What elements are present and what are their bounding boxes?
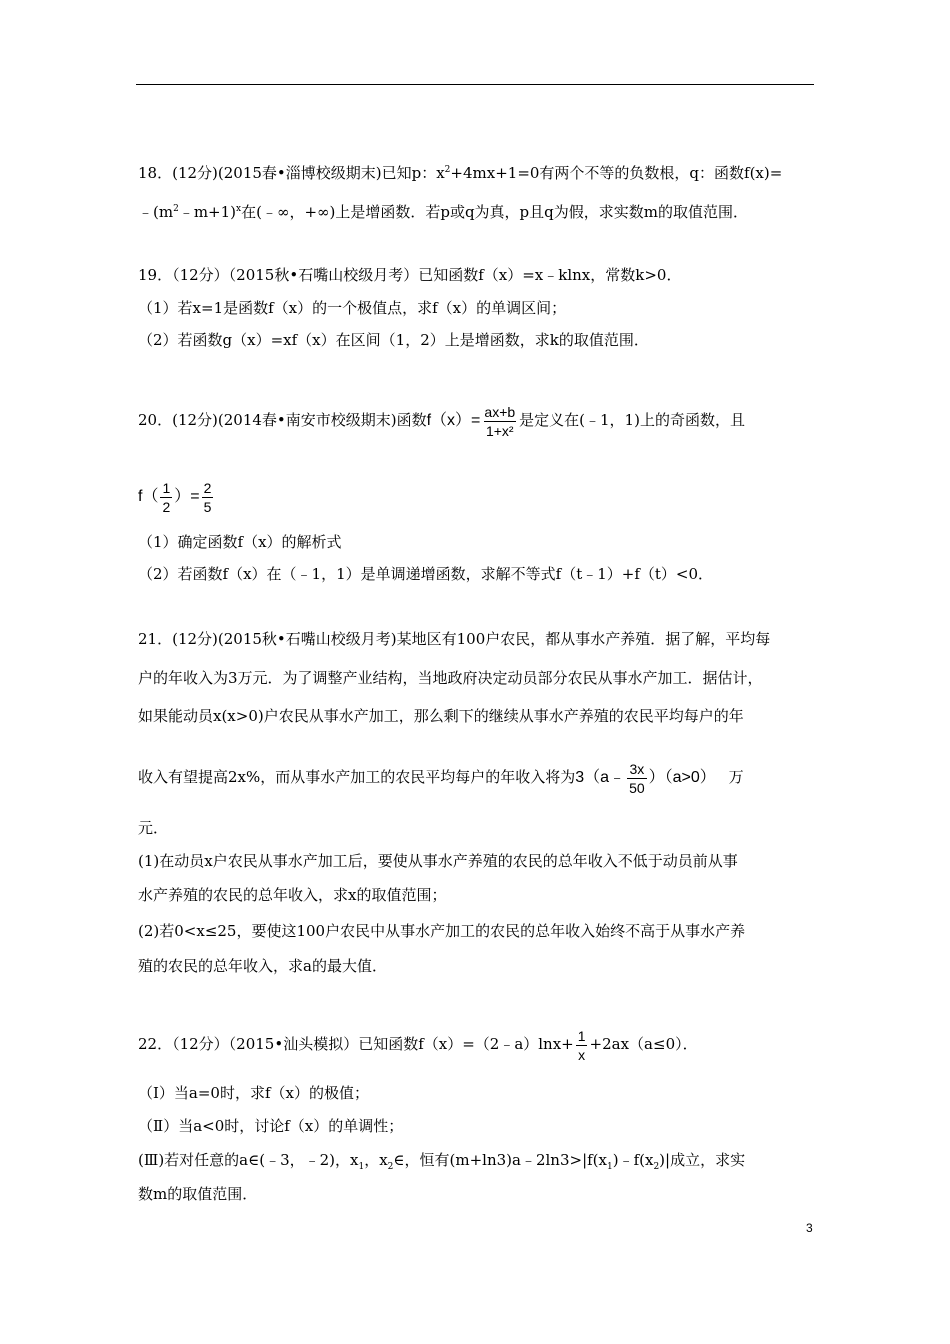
- q22-line-3: （Ⅱ）当a<0时，讨论f（x）的单调性；: [138, 1117, 404, 1135]
- q21-line-9: 殖的农民的总年收入，求a的最大值．: [138, 957, 387, 975]
- q19-line-1: 19．（12分）（2015秋•石嘴山校级月考）已知函数f（x）=x﹣klnx，常数k>0．: [138, 266, 682, 284]
- q21-line-3: 如果能动员x(x>0)户农民从事水产加工，那么剩下的继续从事水产养殖的农民平均每户的年: [138, 707, 744, 725]
- q18-line-2: $﹣(m^2﹣m+1)^x$在(﹣∞，+∞)上是增函数．若p或q为真，p且q为假，求实数m的取值范围．: [138, 203, 748, 221]
- q21-line-6: (1)在动员x户农民从事水产加工后，要使从事水产养殖的农民的总年收入不低于动员前从事: [138, 852, 738, 870]
- q21-line-5: 元．: [138, 819, 169, 837]
- q22-line-2: （Ⅰ）当a=0时，求f（x）的极值；: [138, 1084, 369, 1102]
- header-rule: [136, 84, 814, 85]
- q19-line-3: （2）若函数g（x）=xf（x）在区间（1，2）上是增函数，求k的取值范围．: [138, 331, 649, 349]
- q22-fraction: $\frac{1}{x}$: [577, 1027, 586, 1063]
- q20-line-3: （1）确定函数f（x）的解析式: [138, 533, 342, 551]
- q20-fraction: $\frac{ax+b}{\text{1+x²}}$: [484, 403, 516, 439]
- q21-line-1: 21．(12分)(2015秋•石嘴山校级月考)某地区有100户农民，都从事水产养殖．据了解，平均每: [138, 630, 771, 648]
- q19-line-2: （1）若x=1是函数f（x）的一个极值点，求f（x）的单调区间；: [138, 299, 567, 317]
- q22-line-5: 数m的取值范围．: [138, 1185, 258, 1203]
- q18-line-1: 18．(12分)(2015春•淄博校级期末)已知p：$x^2+4mx+1=0$有两个不等的负数根，q：函数f(x)=: [138, 164, 783, 182]
- q21-line-7: 水产养殖的农民的总年收入，求x的取值范围；: [138, 886, 447, 904]
- q21-line-2: 户的年收入为3万元．为了调整产业结构，当地政府决定动员部分农民从事水产加工．据估计，: [138, 669, 763, 687]
- q20-fx-label: f（x）=: [426, 412, 481, 429]
- q20-condition: f（ $\frac{1}{2}$ ）= $\frac{2}{5}$: [138, 479, 212, 515]
- q21-line-4: 收入有望提高2x%，而从事水产加工的农民平均每户的年收入将为3（a﹣ $\frac{3x}{50}$ ）（a>0） 万: [138, 760, 744, 796]
- q21-line-8: (2)若0<x≤25，要使这100户农民中从事水产加工的农民的总年收入始终不高于从事水产养: [138, 922, 746, 940]
- q20-line-1: 20．(12分)(2014春•南安市校级期末)函数f（x）= $\frac{ax+b}{\text{1+x²}}$ 是定义在(﹣1，1)上的奇函数，且: [138, 403, 745, 439]
- page-number: 3: [806, 1221, 813, 1235]
- q21-fraction: $\frac{3x}{50}$: [629, 760, 645, 796]
- q20-line-4: （2）若函数f（x）在（﹣1，1）是单调递增函数，求解不等式f（t﹣1）+f（t）<0．: [138, 565, 714, 583]
- q22-line-1: 22．（12分）（2015•汕头模拟）已知函数f（x）=（2﹣a）lnx+ $\frac{1}{x}$ +2ax（a≤0）．: [138, 1027, 698, 1063]
- q22-line-4: (Ⅲ)若对任意的a∈(﹣3，﹣2)，$x_1$，$x_2\in$，恒有$(m+\ln 3)a﹣2\ln 3>|f(x_1)﹣f(x_2)|$成立，求实: [138, 1151, 746, 1172]
